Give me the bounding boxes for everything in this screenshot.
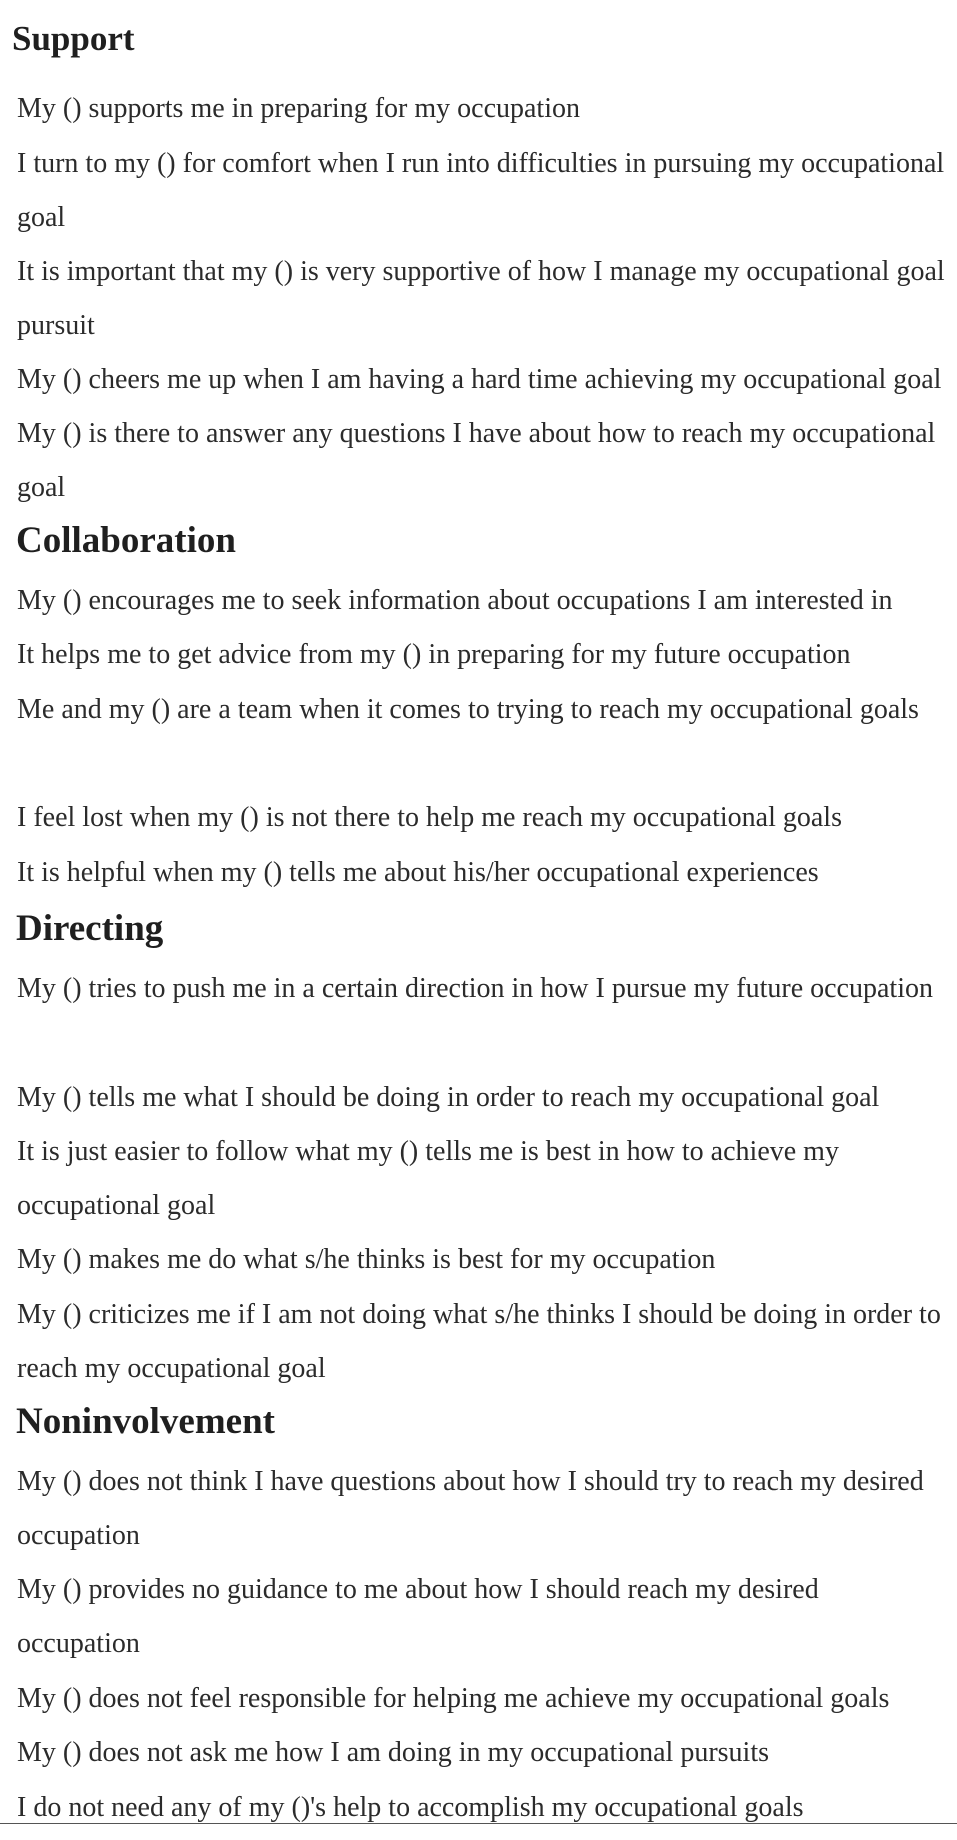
item-support-4 bbox=[17, 353, 947, 407]
item-text: My () tries to push me in a certain direction in how I pursue my future occupation bbox=[17, 973, 933, 1004]
section-heading-support: Support bbox=[12, 19, 135, 58]
item-text: My () is there to answer any questions I have about how to reach my occupational goal bbox=[17, 418, 936, 503]
item-collaboration-4 bbox=[17, 791, 947, 845]
item-directing-4 bbox=[17, 1233, 947, 1287]
item-text: I do not need any of my ()'s help to accomplish my occupational goals bbox=[17, 1792, 804, 1823]
item-text: My () supports me in preparing for my occupation bbox=[17, 93, 580, 124]
item-noninvolvement-2 bbox=[17, 1563, 947, 1670]
item-directing-3 bbox=[17, 1125, 947, 1232]
item-support-5 bbox=[17, 407, 947, 514]
item-text: My () does not ask me how I am doing in my occupational pursuits bbox=[17, 1737, 769, 1768]
item-collaboration-5 bbox=[17, 846, 947, 900]
item-noninvolvement-5 bbox=[17, 1781, 947, 1835]
item-text: It is important that my () is very supportive of how I manage my occupational goal pursuit bbox=[17, 256, 945, 341]
item-text: My () encourages me to seek information about occupations I am interested in bbox=[17, 585, 893, 616]
item-noninvolvement-3 bbox=[17, 1672, 947, 1726]
item-directing-2 bbox=[17, 1071, 947, 1125]
item-noninvolvement-4 bbox=[17, 1726, 947, 1780]
item-text: It helps me to get advice from my () in preparing for my future occupation bbox=[17, 639, 851, 670]
item-text: I turn to my () for comfort when I run into difficulties in pursuing my occupational goal bbox=[17, 148, 945, 233]
section-heading-collaboration: Collaboration bbox=[16, 520, 236, 561]
item-support-2 bbox=[17, 137, 947, 244]
item-collaboration-3 bbox=[17, 683, 947, 737]
item-text: My () criticizes me if I am not doing what s/he thinks I should be doing in order to reach my occupational goal bbox=[17, 1299, 941, 1384]
item-text: It is helpful when my () tells me about his/her occupational experiences bbox=[17, 857, 819, 888]
item-text: My () tells me what I should be doing in order to reach my occupational goal bbox=[17, 1082, 880, 1113]
item-text: It is just easier to follow what my () tells me is best in how to achieve my occupational goal bbox=[17, 1136, 839, 1221]
item-text: My () makes me do what s/he thinks is best for my occupation bbox=[17, 1244, 716, 1275]
item-noninvolvement-1 bbox=[17, 1455, 947, 1562]
item-collaboration-2 bbox=[17, 628, 947, 682]
item-text: I feel lost when my () is not there to help me reach my occupational goals bbox=[17, 802, 842, 833]
item-directing-5 bbox=[17, 1288, 947, 1395]
item-directing-1 bbox=[17, 962, 947, 1016]
item-text: My () does not feel responsible for helping me achieve my occupational goals bbox=[17, 1683, 890, 1714]
item-text: Me and my () are a team when it comes to trying to reach my occupational goals bbox=[17, 694, 919, 725]
section-heading-directing: Directing bbox=[16, 908, 164, 949]
section-heading-noninvolvement: Noninvolvement bbox=[16, 1401, 275, 1442]
item-collaboration-1 bbox=[17, 574, 947, 628]
item-support-1 bbox=[17, 82, 947, 136]
item-text: My () cheers me up when I am having a hard time achieving my occupational goal bbox=[17, 364, 942, 395]
item-text: My () provides no guidance to me about how I should reach my desired occupation bbox=[17, 1574, 819, 1659]
item-text: My () does not think I have questions about how I should try to reach my desired occupation bbox=[17, 1466, 924, 1551]
table-bottom-rule bbox=[0, 1823, 957, 1824]
item-support-3 bbox=[17, 245, 947, 352]
